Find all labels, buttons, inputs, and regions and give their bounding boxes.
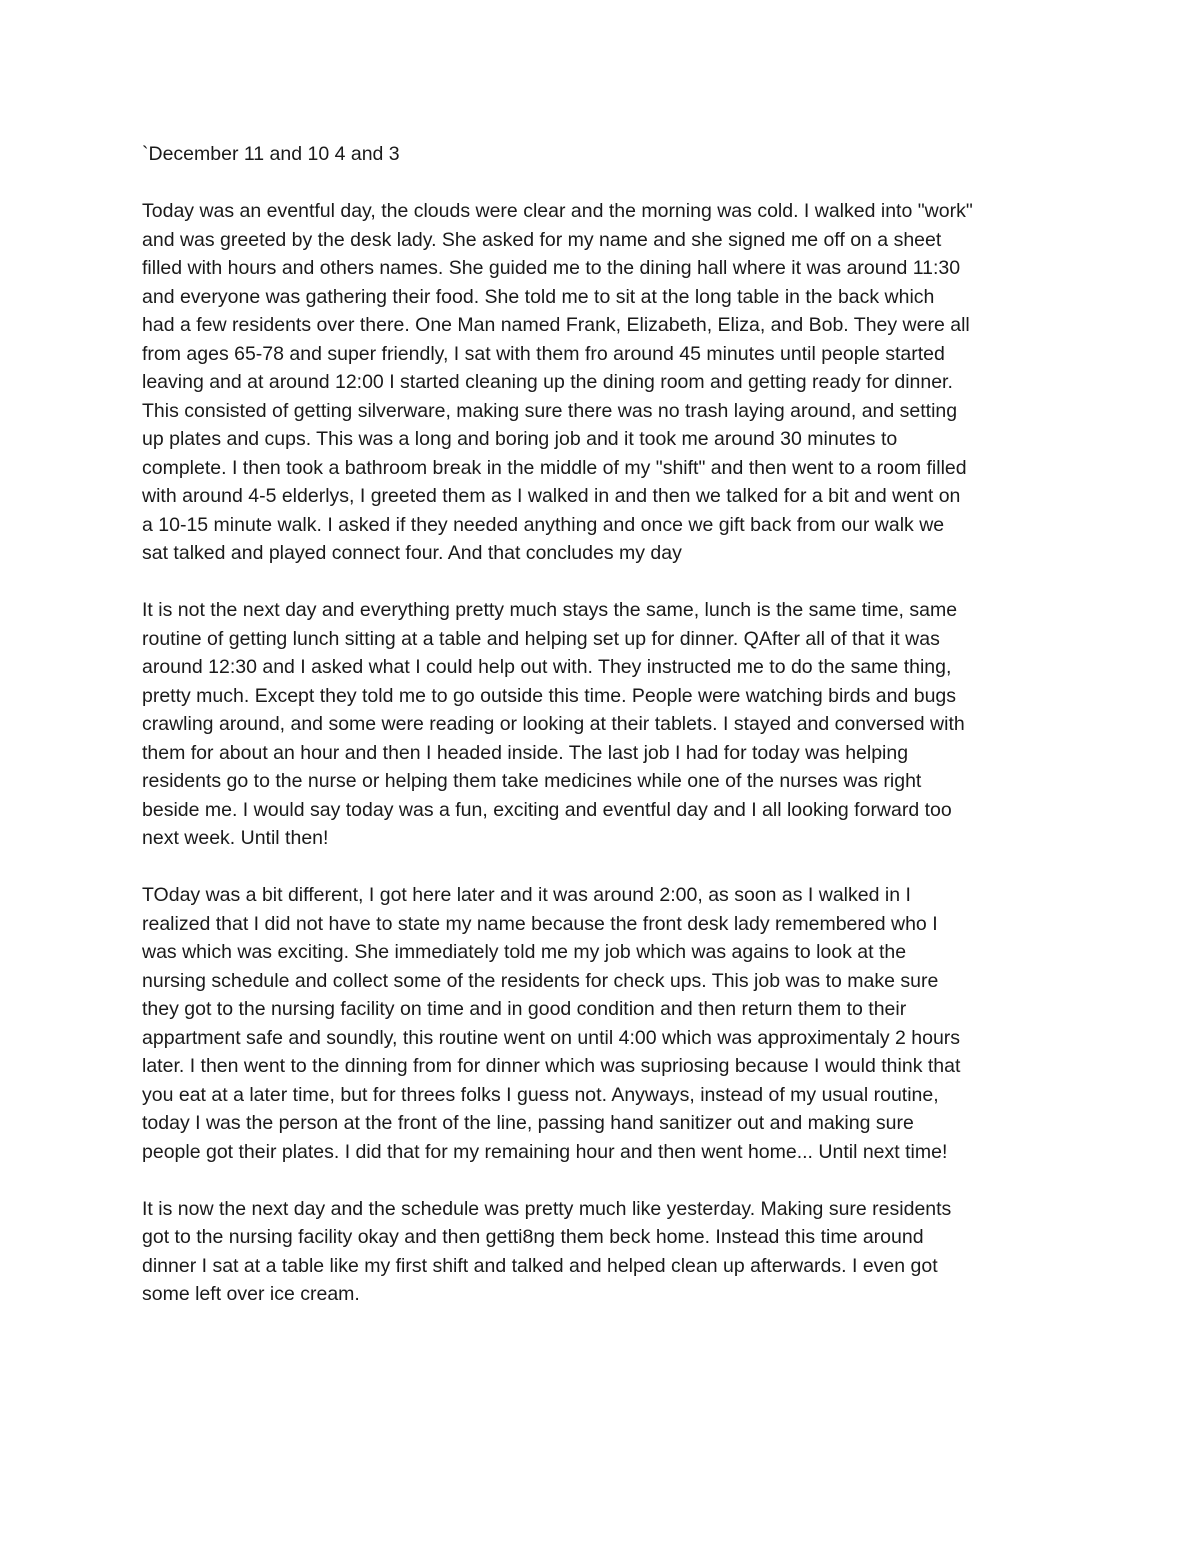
text-line: leaving and at around 12:00 I started cleaning up the dining room and getting ready for dinner. [142, 371, 953, 393]
text-line: crawling around, and some were reading or looking at their tablets. I stayed and conversed with [142, 713, 965, 735]
text-line: was which was exciting. She immediately told me my job which was agains to look at the [142, 941, 907, 963]
text-line: TOday was a bit different, I got here later and it was around 2:00, as soon as I walked in I [142, 884, 911, 906]
text-line: some left over ice cream. [142, 1283, 360, 1305]
text-line: This consisted of getting silverware, making sure there was no trash laying around, and setting [142, 399, 958, 422]
paragraph-1 [142, 197, 1067, 568]
paragraph-2 [142, 596, 1067, 853]
text-line: dinner I sat at a table like my first shift and talked and helped clean up afterwards. I even got [142, 1254, 938, 1277]
text-line: had a few residents over there. One Man named Frank, Elizabeth, Eliza, and Bob. They were all [142, 314, 970, 336]
text-line: you eat at a later time, but for threes folks I guess not. Anyways, instead of my usual routine, [142, 1083, 939, 1106]
text-line: appartment safe and soundly, this routine went on until 4:00 which was approximentaly 2 hours [142, 1026, 961, 1049]
text-line: with around 4-5 elderlys, I greeted them as I walked in and then we talked for a bit and went on [142, 485, 961, 507]
text-line: later. I then went to the dinning from for dinner which was supriosing because I would think that [142, 1055, 961, 1077]
text-line: people got their plates. I did that for my remaining hour and then went home... Until next time! [142, 1140, 948, 1163]
text-line: they got to the nursing facility on time and in good condition and then return them to their [142, 998, 907, 1020]
text-line: them for about an hour and then I headed inside. The last job I had for today was helping [142, 741, 909, 764]
text-line: got to the nursing facility okay and then getti8ng them beck home. Instead this time around [142, 1226, 924, 1248]
paragraph-3 [142, 881, 1067, 1166]
text-line: realized that I did not have to state my name because the front desk lady remembered who I [142, 912, 938, 935]
text-line: filled with hours and others names. She guided me to the dining hall where it was around 11:30 [142, 257, 961, 279]
text-line: and everyone was gathering their food. She told me to sit at the long table in the back which [142, 285, 935, 308]
text-line: today I was the person at the front of the line, passing hand sanitizer out and making sure [142, 1112, 914, 1134]
text-line: nursing schedule and collect some of the residents for check ups. This job was to make sure [142, 969, 939, 992]
text-line: and was greeted by the desk lady. She asked for my name and she signed me off on a sheet [142, 228, 942, 251]
text-line: Today was an eventful day, the clouds were clear and the morning was cold. I walked into "work" [142, 200, 973, 222]
text-line: residents go to the nurse or helping them take medicines while one of the nurses was right [142, 770, 922, 792]
document-heading: `December 11 and 10 4 and 3 [142, 143, 400, 165]
paragraph-4 [142, 1195, 1067, 1309]
text-line: around 12:30 and I asked what I could help out with. They instructed me to do the same thing, [142, 656, 952, 678]
text-line: routine of getting lunch sitting at a table and helping set up for dinner. QAfter all of that it was [142, 627, 940, 650]
text-line: It is now the next day and the schedule was pretty much like yesterday. Making sure residents [142, 1197, 952, 1220]
text-line: complete. I then took a bathroom break in the middle of my "shift" and then went to a room filled [142, 456, 967, 479]
text-line: beside me. I would say today was a fun, exciting and eventful day and I all looking forward too [142, 798, 952, 821]
text-line: pretty much. Except they told me to go outside this time. People were watching birds and bugs [142, 684, 957, 707]
text-line: next week. Until then! [142, 827, 329, 849]
text-line: It is not the next day and everything pretty much stays the same, lunch is the same time, same [142, 599, 958, 621]
text-line: a 10-15 minute walk. I asked if they needed anything and once we gift back from our walk we [142, 513, 945, 536]
text-line: from ages 65-78 and super friendly, I sat with them fro around 45 minutes until people started [142, 342, 945, 365]
text-line: up plates and cups. This was a long and boring job and it took me around 30 minutes to [142, 428, 898, 450]
document-body [142, 140, 1067, 1337]
text-line: sat talked and played connect four. And that concludes my day [142, 542, 682, 564]
paragraph-container [142, 197, 1067, 1309]
